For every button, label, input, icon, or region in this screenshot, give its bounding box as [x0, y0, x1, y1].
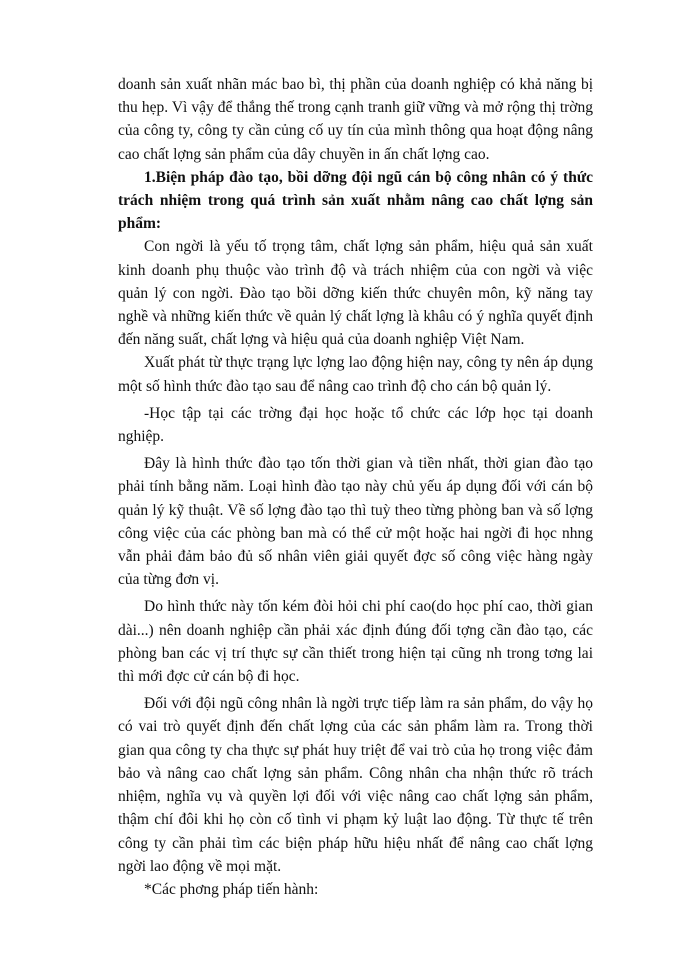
paragraph-training-forms: Xuất phát từ thực trạng lực lợng lao động hiện nay, công ty nên áp dụng một số hình thức đào tạo sau để nâng cao trình độ cho cán bộ quản lý. — [118, 354, 593, 395]
paragraph-methods-heading: *Các phơng pháp tiến hành: — [144, 880, 319, 898]
paragraph-time-cost: Đây là hình thức đào tạo tốn thời gian và tiền nhất, thời gian đào tạo phải tính bằng năm. Loại hình đào tạo này chủ yếu áp dụng đối với cán bộ quản lý kỹ thuật. Về số lợng đào tạo thì tuỳ theo từng phòng ban và số lợng công việc của các phòng ban mà có thể cử một hoặc hai ngời đi học nhng vẫn phải đảm bảo đủ số nhân viên giải quyết đợc số công việc hàng ngày của từng đơn vị. — [118, 455, 593, 589]
paragraph-expense: Do hình thức này tốn kém đòi hỏi chi phí cao(do học phí cao, thời gian dài...) nên doanh nghiệp cần phải xác định đúng đối tợng cần đào tạo, các phòng ban các vị trí thực sự cần thiết trong hiện tại cũng nh trong tơng lai thì mới đợc cử cán bộ đi học. — [118, 598, 593, 686]
paragraph-human-factor: Con ngời là yếu tố trọng tâm, chất lợng sản phẩm, hiệu quả sản xuất kinh doanh phụ thuộc vào trình độ và trách nhiệm của con ngời và việc quản lý con ngời. Đào tạo bồi dỡng kiến thức chuyên môn, kỹ năng tay nghề và những kiến thức về quản lý chất lợng là khâu có ý nghĩa quyết định đến năng suất, chất lợng và hiệu quả của doanh nghiệp Việt Nam. — [118, 238, 593, 349]
section-heading: 1.Biện pháp đào tạo, bồi dỡng đội ngũ cán bộ công nhân có ý thức trách nhiệm trong quá trình sản xuất nhằm nâng cao chất lợng sản phẩm: — [118, 168, 593, 233]
paragraph-intro: doanh sản xuất nhãn mác bao bì, thị phần của doanh nghiệp có khả năng bị thu hẹp. Vì vậy để thắng thế trong cạnh tranh giữ vững và mở rộng thị trờng của công ty, công ty cần củng cố uy tín của mình thông qua hoạt động nâng cao chất lợng sản phẩm của dây chuyền in ấn chất lợng cao. — [118, 76, 593, 163]
paragraph-university-study: -Học tập tại các trờng đại học hoặc tổ chức các lớp học tại doanh nghiệp. — [118, 404, 593, 446]
document-body — [118, 73, 593, 901]
paragraph-workers: Đối với đội ngũ công nhân là ngời trực tiếp làm ra sản phẩm, do vậy họ có vai trò quyết định đến chất lợng của các sản phẩm làm ra. Trong thời gian qua công ty cha thực sự phát huy triệt để vai trò của họ trong việc đảm bảo và nâng cao chất lợng sản phẩm. Công nhân cha nhận thức rõ trách nhiệm, nghĩa vụ và quyền lợi đối với việc nâng cao chất lợng sản phẩm, thậm chí đôi khi họ còn cố tình vi phạm kỷ luật lao động. Từ thực tế trên công ty cần phải tìm các biện pháp hữu hiệu nhất để nâng cao chất lợng ngời lao động về mọi mặt. — [118, 695, 593, 875]
